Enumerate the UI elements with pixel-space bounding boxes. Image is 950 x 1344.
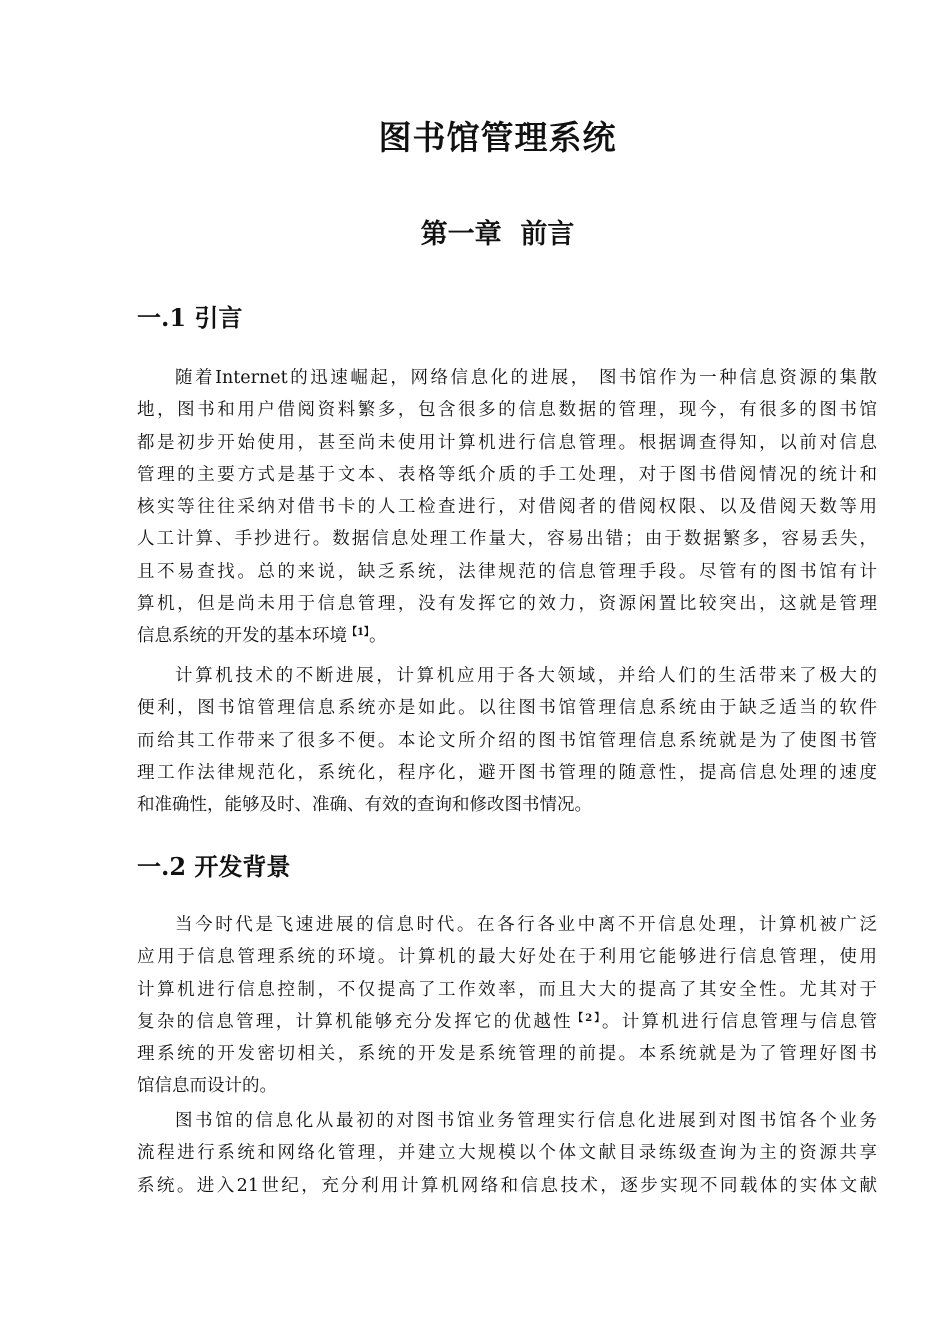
text-line (137, 1006, 877, 1038)
text-line: 而给其工作带来了很多不便。本论文所介绍的图书馆管理信息系统就是为了使图书管 (137, 730, 877, 751)
citation-ref: 【2】 (572, 1012, 602, 1024)
text-line: 计算机进行信息控制，不仅提高了工作效率，而且大大的提高了其安全性。尤其对于 (137, 979, 877, 1000)
text-line (137, 620, 877, 652)
text-segment: 。 (368, 626, 387, 647)
text-line: 便利，图书馆管理信息系统亦是如此。以往图书馆管理信息系统由于缺乏适当的软件 (137, 698, 877, 719)
paragraph (137, 909, 877, 1103)
text-line: 核实等往往采纳对借书卡的人工检查进行，对借阅者的借阅权限、以及借阅天数等用 (137, 497, 877, 518)
text-line: 理工作法律规范化，系统化，程序化，避开图书管理的随意性，提高信息处理的速度 (137, 762, 877, 783)
text-line: 和准确性，能够及时、准确、有效的查询和修改图书情况。 (137, 795, 592, 816)
text-line: 管理的主要方式是基于文本、表格等纸介质的手工处理，对于图书借阅情况的统计和 (137, 464, 877, 485)
text-line: 计算机技术的不断进展，计算机应用于各大领域，并给人们的生活带来了极大的 (175, 666, 877, 686)
chapter-title: 第一章 前言 (420, 219, 575, 250)
text-line: 理系统的开发密切相关，系统的开发是系统管理的前提。本系统就是为了管理好图书 (137, 1044, 877, 1065)
section-number: 一.1 (137, 303, 187, 332)
text-line: 系统。进入21世纪，充分利用计算机网络和信息技术，逐步实现不同载体的实体文献 (137, 1175, 877, 1196)
section-heading (137, 847, 290, 882)
section-title: 引言 (194, 304, 243, 332)
section-heading (137, 298, 242, 333)
citation-ref: 【1】 (347, 627, 369, 639)
text-line: 应用于信息管理系统的环境。计算机的最大好处在于利用它能够进行信息管理，使用 (137, 947, 877, 968)
paragraph (137, 660, 877, 821)
text-line: 都是初步开始使用，甚至尚未使用计算机进行信息管理。根据调查得知，以前对信息 (137, 432, 877, 453)
paragraph (137, 1105, 877, 1202)
document-title: 图书馆管理系统 (378, 118, 617, 157)
section-title: 开发背景 (194, 853, 291, 881)
paragraph (137, 362, 877, 653)
text-line: 当今时代是飞速进展的信息时代。在各行各业中离不开信息处理，计算机被广泛 (175, 915, 877, 935)
text-line: 算机，但是尚未用于信息管理，没有发挥它的效力，资源闲置比较突出，这就是管理 (137, 594, 877, 615)
text-segment: 复杂的信息管理，计算机能够充分发挥它的优越性 (137, 1011, 573, 1032)
section-number: 一.2 (137, 852, 187, 881)
text-line: 馆信息而设计的。 (137, 1076, 277, 1097)
text-line: 且不易查找。总的来说，缺乏系统，法律规范的信息管理手段。尽管有的图书馆有计 (137, 561, 877, 582)
text-segment: 。计算机进行信息管理与信息管 (601, 1011, 878, 1032)
text-line: 流程进行系统和网络化管理，并建立大规模以个体文献目录练级查询为主的资源共享 (137, 1143, 877, 1164)
text-line: 图书馆的信息化从最初的对图书馆业务管理实行信息化进展到对图书馆各个业务 (175, 1111, 877, 1131)
text-line: 人工计算、手抄进行。数据信息处理工作量大，容易出错；由于数据繁多，容易丢失， (137, 529, 877, 550)
text-segment: 信息系统的开发的基本环境 (137, 626, 347, 647)
text-line: 地，图书和用户借阅资料繁多，包含很多的信息数据的管理，现今，有很多的图书馆 (137, 400, 877, 421)
text-line: 随着Internet的迅速崛起，网络信息化的进展， 图书馆作为一种信息资源的集散 (175, 368, 877, 388)
